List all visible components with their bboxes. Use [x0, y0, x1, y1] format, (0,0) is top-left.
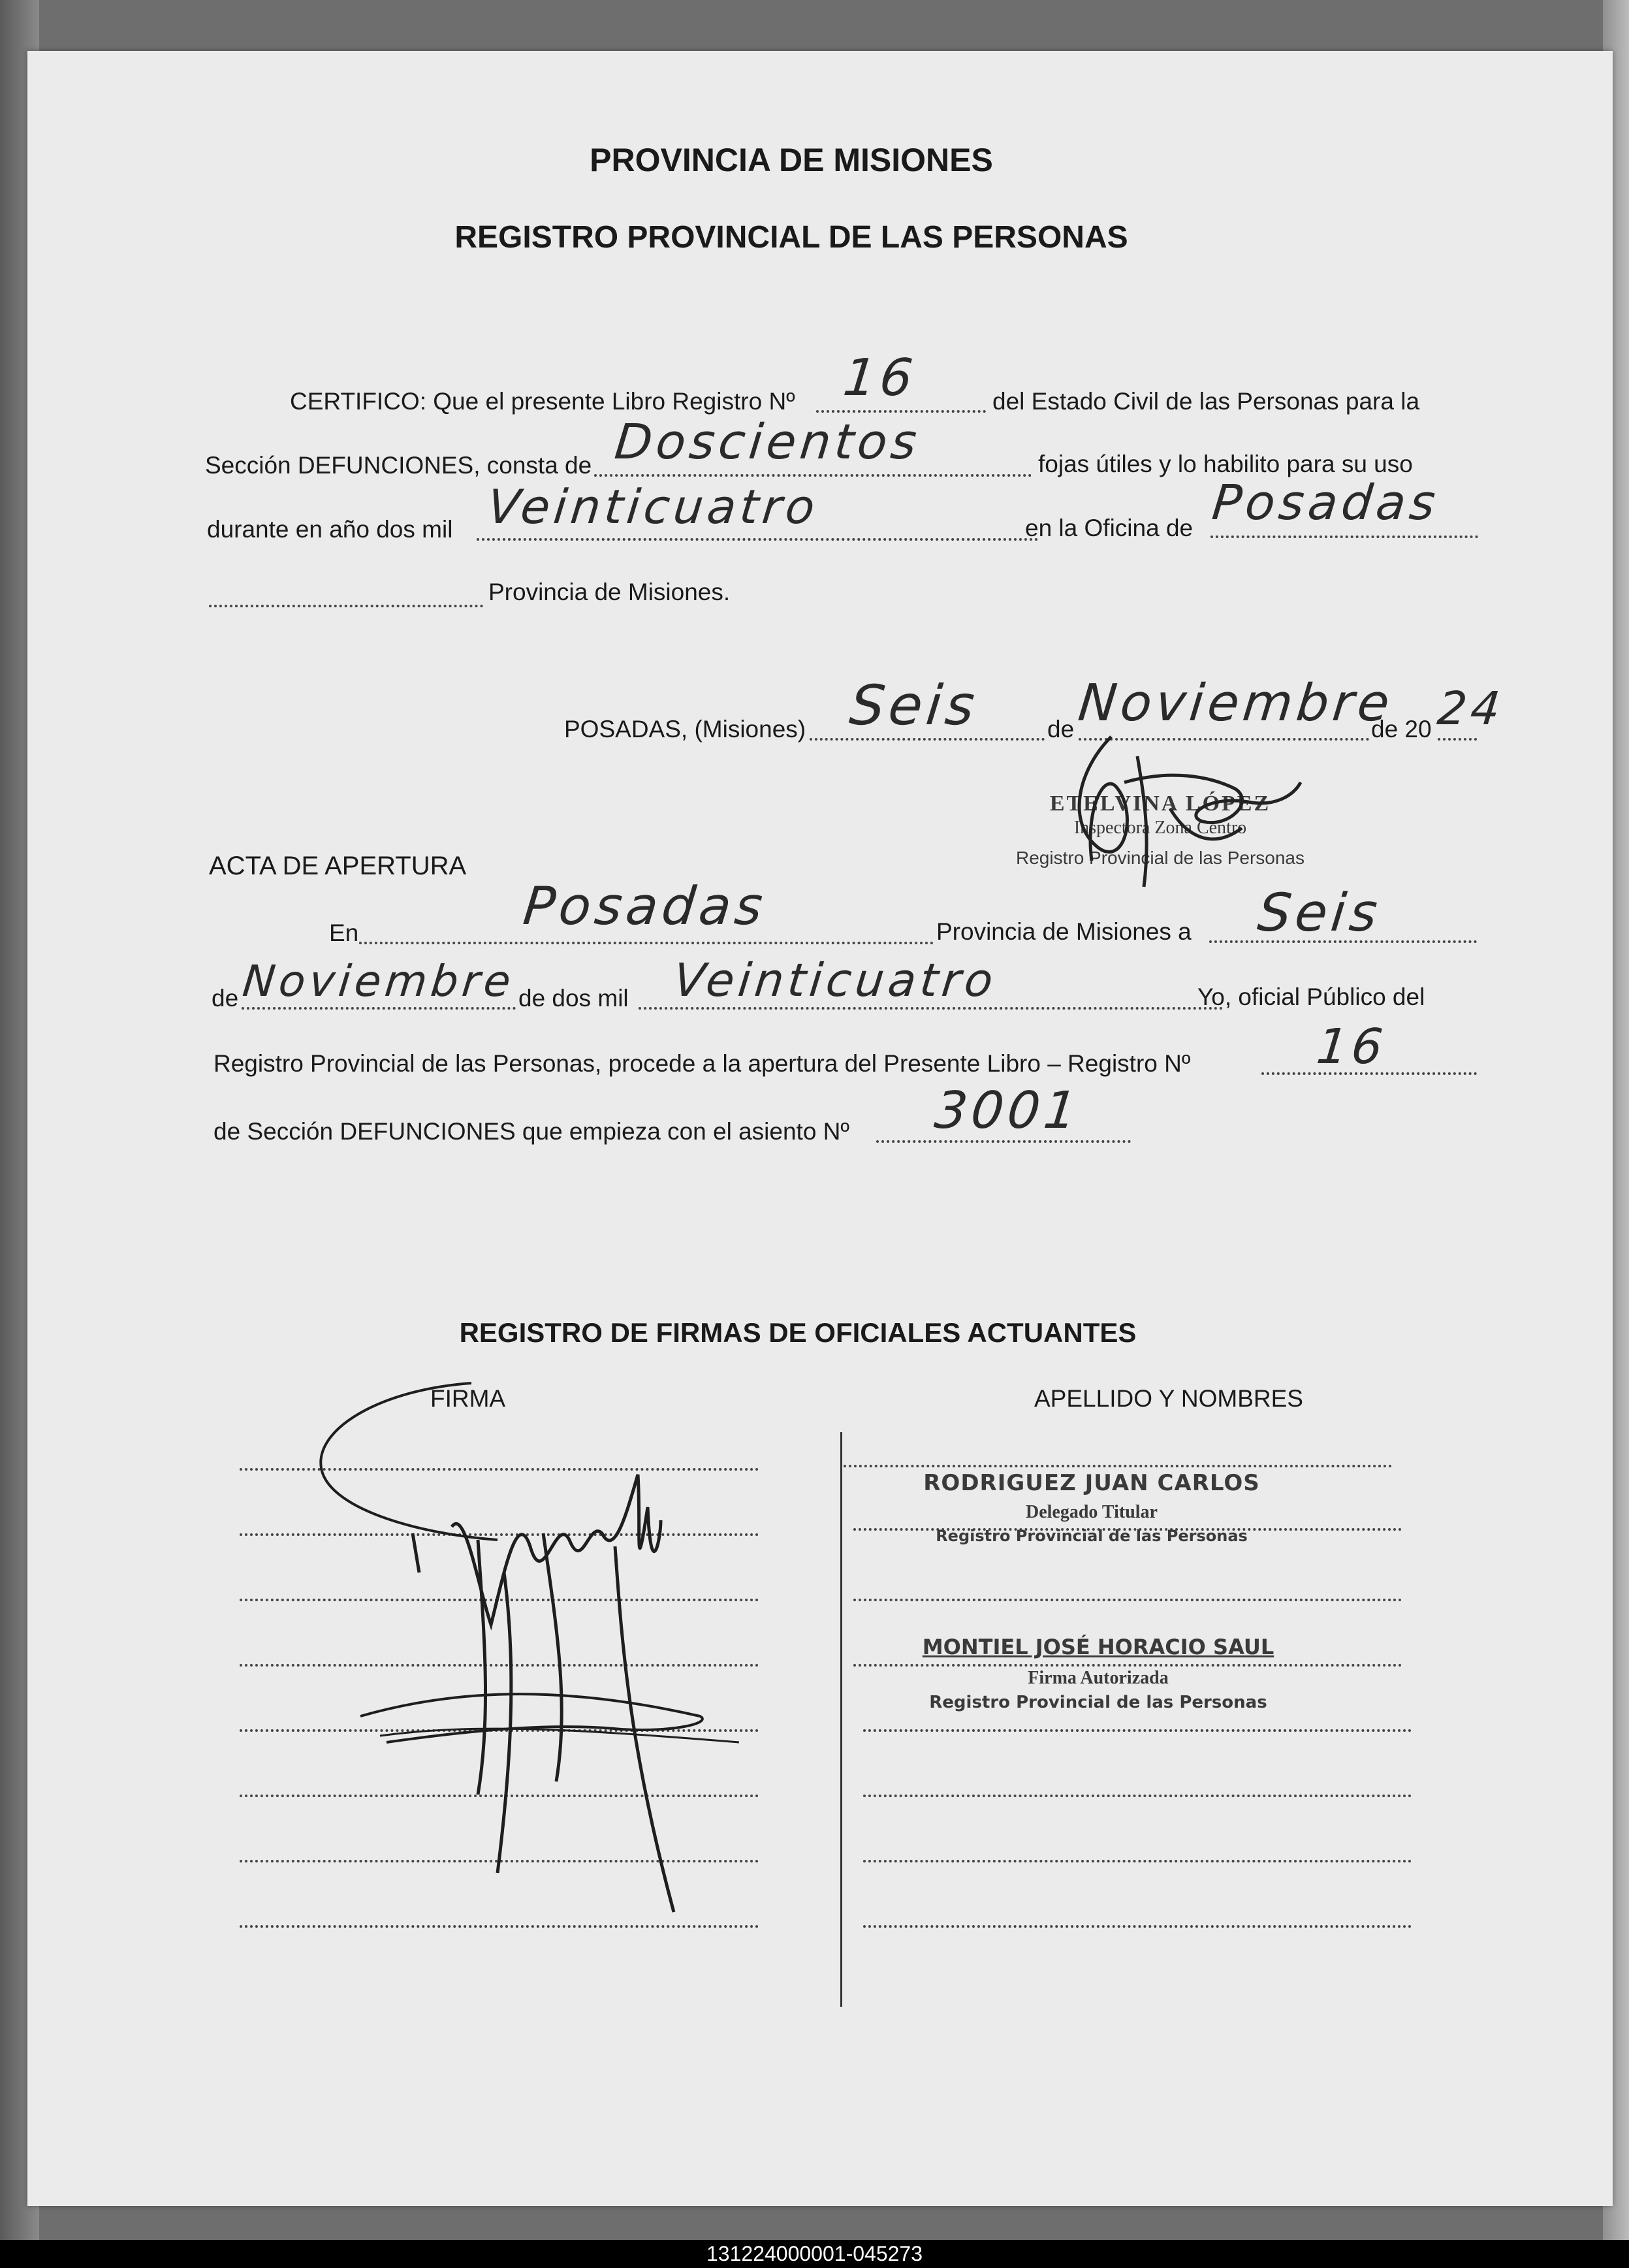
acta-heading: ACTA DE APERTURA	[209, 852, 467, 880]
col-nombres-header: APELLIDO Y NOMBRES	[1034, 1385, 1303, 1412]
handwritten-year: Veinticuatro	[484, 479, 821, 534]
cert-line1-b: del Estado Civil de las Personas para la	[992, 388, 1420, 415]
dotted-line	[1438, 738, 1477, 741]
acta-line3: Registro Provincial de las Personas, procede a la apertura del Presente Libro – Registro Nº	[214, 1050, 1191, 1077]
acta-en: En	[329, 919, 359, 946]
official-1-role: Delegado Titular	[1026, 1502, 1158, 1522]
handwritten-acta-year: Veinticuatro	[671, 953, 1000, 1007]
date-place: POSADAS, (Misiones)	[564, 716, 806, 743]
acta-provincia: Provincia de Misiones a	[936, 918, 1192, 945]
footer-code: 131224000001-045273	[0, 2240, 1629, 2268]
dotted-line	[1210, 535, 1478, 538]
acta-de: de	[212, 985, 239, 1012]
official-1-org: Registro Provincial de las Personas	[936, 1527, 1248, 1545]
handwritten-office: Posadas	[1209, 475, 1442, 531]
document-subtitle: REGISTRO PROVINCIAL DE LAS PERSONAS	[454, 220, 1128, 255]
handwritten-acta-place: Posadas	[520, 876, 770, 936]
handwritten-day: Seis	[846, 673, 982, 737]
dotted-line	[477, 538, 1038, 541]
acta-line4: de Sección DEFUNCIONES que empieza con el asiento Nº	[214, 1118, 849, 1145]
stamp-role: Inspectora Zona Centro	[1073, 818, 1247, 838]
handwritten-acta-day: Seis	[1255, 882, 1384, 943]
cert-line4: Provincia de Misiones.	[488, 579, 731, 605]
date-year-prefix: de 20	[1371, 716, 1432, 743]
dotted-line	[359, 942, 934, 944]
nombre-line	[863, 1795, 1412, 1797]
nombre-line	[853, 1599, 1402, 1601]
official-2-org: Registro Provincial de las Personas	[929, 1693, 1267, 1712]
handwritten-acta-libro: 16	[1314, 1019, 1389, 1075]
handwritten-year-suffix: 24	[1434, 682, 1507, 735]
handwritten-fojas: Doscientos	[612, 414, 923, 470]
signatures-heading: REGISTRO DE FIRMAS DE OFICIALES ACTUANTES	[459, 1317, 1137, 1348]
nombre-line	[863, 1860, 1412, 1862]
dotted-line	[876, 1140, 1131, 1143]
nombre-line	[863, 1729, 1412, 1732]
acta-oficial: Yo, oficial Público del	[1197, 983, 1425, 1010]
official-2-name: MONTIEL JOSÉ HORACIO SAUL	[922, 1635, 1274, 1659]
handwritten-asiento: 3001	[932, 1081, 1084, 1140]
document-title: PROVINCIA DE MISIONES	[590, 142, 993, 178]
dotted-line	[242, 1007, 516, 1010]
column-divider	[840, 1432, 842, 2007]
document-page	[27, 51, 1613, 2206]
dotted-line	[209, 605, 483, 607]
dotted-line	[639, 1007, 1223, 1010]
signature-official	[282, 1377, 752, 1932]
official-1-name: RODRIGUEZ JUAN CARLOS	[923, 1470, 1260, 1496]
stamp-org: Registro Provincial de las Personas	[1016, 848, 1305, 868]
nombre-line	[844, 1465, 1392, 1467]
dotted-line	[816, 410, 986, 413]
stamp-name: ETELVINA LÓPEZ	[1049, 791, 1271, 816]
date-de: de	[1047, 716, 1075, 743]
dotted-line	[810, 738, 1045, 741]
handwritten-libro-number: 16	[840, 349, 919, 407]
handwritten-acta-month: Noviembre	[240, 956, 517, 1006]
dotted-line	[594, 474, 1032, 477]
cert-line2-a: Sección DEFUNCIONES, consta de	[205, 452, 592, 479]
col-firma-header: FIRMA	[430, 1385, 506, 1412]
signature-inspector	[1039, 730, 1314, 900]
official-2-role: Firma Autorizada	[1028, 1668, 1169, 1688]
nombre-line	[853, 1664, 1402, 1667]
cert-line3-a: durante en año dos mil	[207, 516, 453, 543]
cert-line3-b: en la Oficina de	[1025, 515, 1194, 541]
cert-line1-a: CERTIFICO: Que el presente Libro Registro Nº	[290, 388, 795, 415]
nombre-line	[863, 1925, 1412, 1928]
acta-dos-mil: de dos mil	[518, 985, 629, 1012]
cert-line2-b: fojas útiles y lo habilito para su uso	[1038, 451, 1413, 477]
handwritten-month: Noviembre	[1075, 674, 1397, 733]
